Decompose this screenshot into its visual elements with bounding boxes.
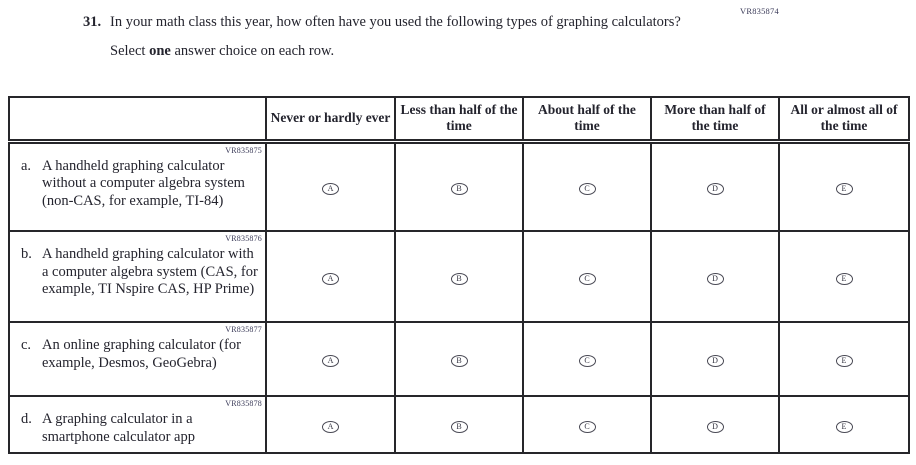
table-row-a [9,141,909,231]
radio-cell [779,396,909,453]
radio-cell [395,141,523,231]
radio-option-a-row-a[interactable]: A [322,183,339,195]
radio-option-b-row-d[interactable]: B [451,421,468,433]
radio-option-e-row-c[interactable]: E [836,355,853,367]
radio-option-b-row-c[interactable]: B [451,355,468,367]
item-letter-c: c. [21,337,32,353]
radio-cell [651,141,779,231]
item-text-d: A graphing calculator in a smartphone calculator app [42,411,195,445]
radio-option-e-row-d[interactable]: E [836,421,853,433]
radio-option-a-row-c[interactable]: A [322,355,339,367]
header-row [9,97,909,141]
radio-cell [651,322,779,396]
row-code-d: VR835878 [225,399,262,408]
radio-cell [266,141,395,231]
radio-option-b-row-a[interactable]: B [451,183,468,195]
table-row-c [9,322,909,396]
question-instruction [110,43,702,60]
radio-option-d-row-d[interactable]: D [707,421,724,433]
column-header-more-than-half: More than half of the time [651,97,779,141]
radio-option-c-row-d[interactable]: C [579,421,596,433]
radio-option-d-row-c[interactable]: D [707,355,724,367]
radio-cell [395,231,523,322]
question-number: 31. [83,14,102,30]
instruction-suffix: answer choice on each row. [170,43,335,60]
radio-cell [523,141,651,231]
instruction-bold: one [149,43,171,60]
row-stem-c [9,322,266,396]
form-code: VR835874 [740,6,779,16]
radio-cell [651,231,779,322]
radio-option-d-row-b[interactable]: D [707,273,724,285]
item-text-c: An online graphing calculator (for example, Desmos, GeoGebra) [42,337,241,371]
radio-cell [779,141,909,231]
radio-option-e-row-b[interactable]: E [836,273,853,285]
row-stem-a [9,141,266,231]
question-block [83,13,702,60]
radio-option-d-row-a[interactable]: D [707,183,724,195]
radio-option-a-row-d[interactable]: A [322,421,339,433]
column-header-never: Never or hardly ever [266,97,395,141]
item-text-a: A handheld graphing calculator without a computer algebra system (non-CAS, for example, TI-84) [42,157,245,209]
instruction-prefix: Select [110,43,150,60]
table-row-b [9,231,909,322]
radio-cell [523,231,651,322]
radio-cell [523,322,651,396]
frequency-table [8,96,910,454]
item-letter-a: a. [21,157,32,174]
radio-cell [395,396,523,453]
radio-cell [523,396,651,453]
radio-cell [266,231,395,322]
item-letter-b: b. [21,246,32,262]
radio-option-b-row-b[interactable]: B [451,273,468,285]
column-header-about-half: About half of the time [523,97,651,141]
row-stem-b [9,231,266,322]
radio-option-c-row-b[interactable]: C [579,273,596,285]
row-code-b: VR835876 [225,234,262,243]
row-code-a: VR835875 [225,145,262,155]
radio-cell [651,396,779,453]
column-header-all: All or almost all of the time [779,97,909,141]
question-text-wrap [110,13,702,60]
column-header-less-than-half: Less than half of the time [395,97,523,141]
radio-cell [779,322,909,396]
header-empty-cell [9,97,266,141]
radio-option-c-row-c[interactable]: C [579,355,596,367]
question-text: In your math class this year, how often have you used the following types of graphing calculators? [110,14,681,30]
radio-cell [779,231,909,322]
item-letter-d: d. [21,411,32,427]
radio-cell [395,322,523,396]
radio-option-c-row-a[interactable]: C [579,183,596,195]
table-row-d [9,396,909,453]
radio-cell [266,396,395,453]
radio-option-e-row-a[interactable]: E [836,183,853,195]
item-text-b: A handheld graphing calculator with a computer algebra system (CAS, for example, TI Nspire CAS, HP Prime) [42,246,258,298]
radio-option-a-row-b[interactable]: A [322,273,339,285]
row-code-c: VR835877 [225,325,262,334]
row-stem-d [9,396,266,453]
radio-cell [266,322,395,396]
